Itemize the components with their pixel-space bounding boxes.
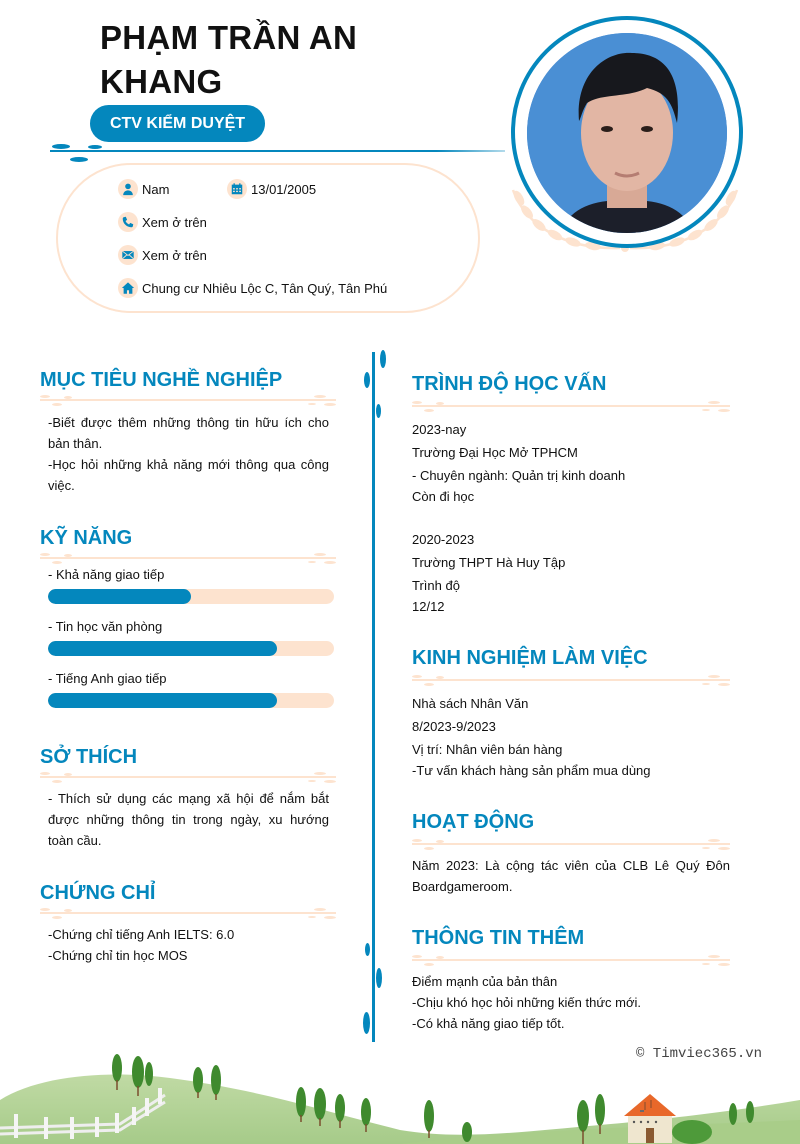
skill-bar-fill xyxy=(48,641,277,656)
title-rule xyxy=(40,392,336,408)
calendar-icon xyxy=(227,179,247,199)
decor-dot xyxy=(364,372,370,388)
experience-entry xyxy=(412,692,730,780)
section-title-education: TRÌNH ĐỘ HỌC VẤN xyxy=(412,373,607,395)
education-period: 2020-2023 xyxy=(412,532,475,547)
contact-phone xyxy=(118,212,207,232)
education-detail: - Chuyên ngành: Quản trị kinh doanh xyxy=(412,468,626,483)
experience-company: Nhà sách Nhân Văn xyxy=(412,696,529,711)
extra-line: Điểm mạnh của bản thân xyxy=(412,974,558,989)
gender-value: Nam xyxy=(142,181,170,197)
mail-icon xyxy=(118,245,138,265)
column-divider xyxy=(372,352,375,1042)
role-label: CTV KIỂM DUYỆT xyxy=(109,114,246,132)
activities-text: Năm 2023: Là cộng tác viên của CLB Lê Quý Đôn Boardgameroom. xyxy=(412,858,730,894)
section-title-extra: THÔNG TIN THÊM xyxy=(412,927,585,949)
title-rule xyxy=(412,398,730,414)
skill-label: - Khả năng giao tiếp xyxy=(48,567,165,582)
contact-address xyxy=(118,278,387,298)
decor-dot xyxy=(376,404,381,418)
skill-label: - Tiếng Anh giao tiếp xyxy=(48,671,167,686)
extra-text xyxy=(412,971,730,1034)
education-school: Trường Đại Học Mở TPHCM xyxy=(412,445,578,460)
skill-bar xyxy=(48,641,334,656)
skill-bar-fill xyxy=(48,589,191,604)
skill-bar-fill xyxy=(48,693,277,708)
decor-dot xyxy=(52,144,70,149)
objective-line: -Học hỏi những khả năng mới thông qua công việc. xyxy=(48,457,329,493)
profile-photo xyxy=(527,33,727,233)
title-rule xyxy=(40,905,336,921)
education-status: 12/12 xyxy=(412,599,445,614)
role-badge xyxy=(90,105,265,142)
certificates-text xyxy=(48,924,329,966)
education-entry xyxy=(412,528,730,616)
section-title-skills: KỸ NĂNG xyxy=(40,527,133,549)
title-rule xyxy=(412,836,730,852)
home-icon xyxy=(118,278,138,298)
address-value: Chung cư Nhiêu Lộc C, Tân Quý, Tân Phú xyxy=(142,280,388,296)
header-divider xyxy=(50,150,505,152)
section-title-activities: HOẠT ĐỘNG xyxy=(412,811,535,833)
experience-period: 8/2023-9/2023 xyxy=(412,719,496,734)
title-rule xyxy=(40,550,336,566)
birthday-value: 13/01/2005 xyxy=(251,181,317,197)
watermark: © Timviec365.vn xyxy=(636,1046,763,1062)
education-status: Còn đi học xyxy=(412,489,475,504)
contact-email xyxy=(118,245,207,265)
section-title-objective: MỤC TIÊU NGHỀ NGHIỆP xyxy=(40,369,283,391)
decor-dot xyxy=(88,145,102,149)
phone-value: Xem ở trên xyxy=(142,214,207,230)
education-entry xyxy=(412,418,730,506)
person-silhouette-icon xyxy=(527,33,727,233)
house-icon xyxy=(624,1094,676,1143)
objective-line: -Biết được thêm những thông tin hữu ích cho bản thân. xyxy=(48,415,329,451)
phone-icon xyxy=(118,212,138,232)
decor-dot xyxy=(376,968,382,988)
section-title-hobbies: SỞ THÍCH xyxy=(40,746,138,768)
email-value: Xem ở trên xyxy=(142,247,207,263)
experience-duty: -Tư vấn khách hàng sản phẩm mua dùng xyxy=(412,763,651,778)
candidate-name xyxy=(100,16,480,104)
decor-dot xyxy=(363,1012,370,1034)
contact-gender xyxy=(118,179,169,199)
landscape-illustration xyxy=(0,1040,800,1144)
contact-birthday xyxy=(227,179,316,199)
decor-dot xyxy=(380,350,386,368)
name-line-2: KHANG xyxy=(100,63,223,100)
name-line-1: PHẠM TRẦN AN xyxy=(100,19,358,56)
title-rule xyxy=(412,672,730,688)
certificate-item: -Chứng chỉ tin học MOS xyxy=(48,948,188,963)
decor-dot xyxy=(70,157,88,162)
skill-bar xyxy=(48,589,334,604)
objective-text xyxy=(48,412,329,496)
title-rule xyxy=(412,952,730,968)
hobbies-text: - Thích sử dụng các mạng xã hội để nắm bắt được những thông tin trong ngày, xu hướng toàn cầu. xyxy=(48,791,329,848)
education-detail: Trình độ xyxy=(412,578,460,593)
extra-line: -Có khả năng giao tiếp tốt. xyxy=(412,1016,565,1031)
skill-bar xyxy=(48,693,334,708)
skill-label: - Tin học văn phòng xyxy=(48,619,163,634)
extra-line: -Chịu khó học hỏi những kiến thức mới. xyxy=(412,995,641,1010)
education-school: Trường THPT Hà Huy Tập xyxy=(412,555,566,570)
experience-position: Vị trí: Nhân viên bán hàng xyxy=(412,742,563,757)
section-title-certificates: CHỨNG CHỈ xyxy=(40,882,156,904)
title-rule xyxy=(40,769,336,785)
section-title-experience: KINH NGHIỆM LÀM VIỆC xyxy=(412,647,648,669)
education-period: 2023-nay xyxy=(412,422,467,437)
user-icon xyxy=(118,179,138,199)
decor-dot xyxy=(365,943,370,956)
certificate-item: -Chứng chỉ tiếng Anh IELTS: 6.0 xyxy=(48,927,235,942)
